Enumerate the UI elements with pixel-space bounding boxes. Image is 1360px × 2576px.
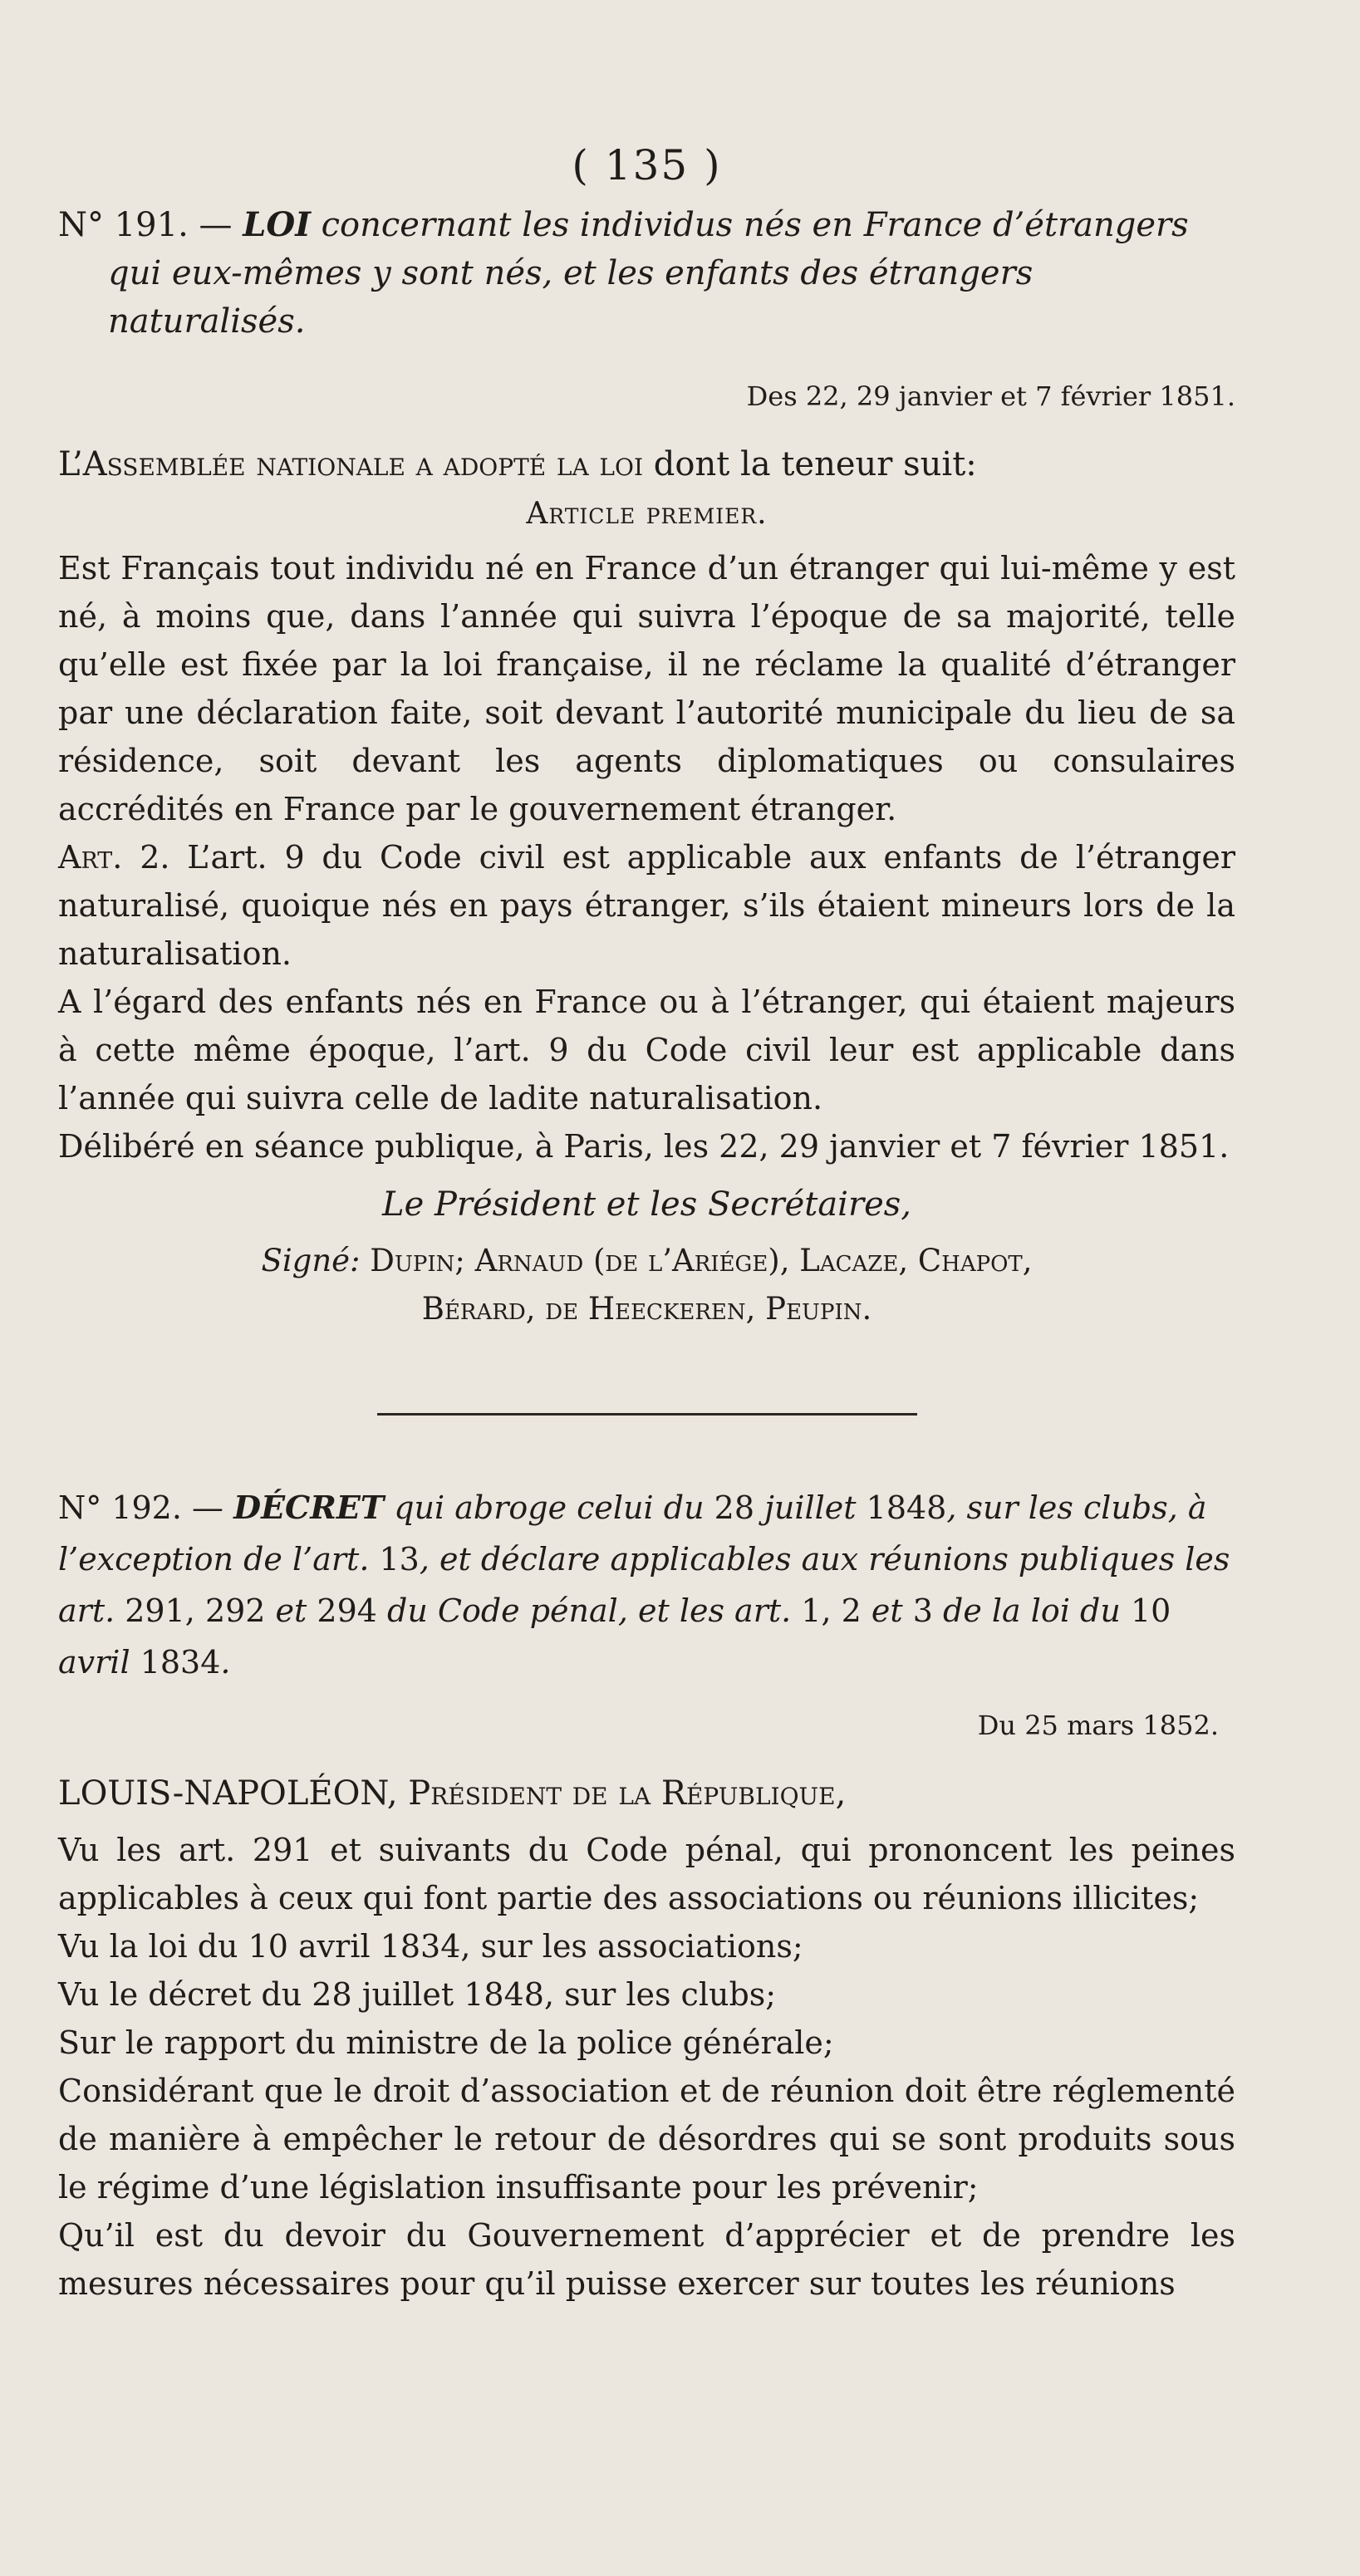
signed-label: Signé: [261,1243,361,1278]
decree-192-type: DÉCRET [233,1489,385,1526]
article-2-label: Art. 2. [58,839,170,876]
decree-title-number: 3 [912,1592,933,1629]
law-191-intro-caps: L’Assemblée nationale a adopté la loi [58,445,644,483]
article-2-text: L’art. 9 du Code civil est applicable aux enfants de l’étranger naturalisé, quoique nés en pays étranger, s’ils étaient mineurs lors de la naturalisation. [58,839,1235,972]
decree-title-number: 1, 2 [801,1592,862,1629]
decree-title-part: qui abroge celui du [384,1489,714,1526]
page-number: ( 135 ) [572,141,722,189]
decree-title-number: 28 [714,1489,755,1526]
law-191-title: concernant les individus nés en France d’étrangers qui eux-mêmes y sont nés, et les enfants des étrangers naturalisés. [108,206,1189,341]
decree-recital-6: Qu’il est du devoir du Gouvernement d’apprécier et de prendre les mesures nécessaires pour qu’il puisse exercer sur toutes les réunions [58,2217,1235,2302]
decree-title-number: 10 [1130,1592,1171,1629]
decree-title-number: 291, 292 [125,1592,266,1629]
decree-recital-4: Sur le rapport du ministre de la police générale; [58,2024,834,2061]
decree-recital-1: Vu les art. 291 et suivants du Code pénal, qui prononcent les peines applicables à ceux qui font partie des associations ou réunions illicites; [58,1832,1235,1916]
decree-recital-3: Vu le décret du 28 juillet 1848, sur les clubs; [58,1976,777,2013]
law-191-number: N° 191. [58,206,189,244]
law-191-dash: — [188,206,243,244]
decree-192-dash: — [181,1489,234,1526]
signatories [58,1237,1235,1333]
signed-line-2: Bérard, de Heeckeren, Peupin. [421,1291,872,1327]
law-191-date: Des 22, 29 janvier et 7 février 1851. [746,380,1235,412]
decree-title-part: du Code pénal, et les art. [376,1592,802,1629]
signed-line-1: Dupin; Arnaud (de l’Ariége), Lacaze, Chapot, [360,1243,1033,1278]
issuer-name: LOUIS-NAPOLÉON, [58,1774,398,1813]
article-2-continued: A l’égard des enfants nés en France ou à l’étranger, qui étaient majeurs à cette même époque, l’art. 9 du Code civil leur est applicable dans l’année qui suivra celle de ladite naturalisation. [58,984,1235,1116]
decree-192-date: Du 25 mars 1852. [977,1710,1219,1741]
law-191-intro-rest: dont la teneur suit: [643,445,977,483]
decree-title-part: , sur les clubs, à l’exception de l’art. [58,1489,1207,1577]
decree-title-part: avril [58,1644,140,1681]
decree-title-part: . [220,1644,231,1681]
deliberation-text: Délibéré en séance publique, à Paris, les 22, 29 janvier et 7 février 1851. [58,1128,1230,1165]
article-2 [58,833,1235,978]
issuer-title: Président de la République, [397,1774,847,1813]
decree-title-number: 13 [379,1541,420,1577]
decree-recital-5: Considérant que le droit d’association et de réunion doit être réglementé de manière à empêcher le retour de désordres qui se sont produits sous le régime d’une législation insuffisante pour les prévenir; [58,2073,1235,2206]
article-heading: Article premier. [526,497,768,531]
decree-192-heading [58,1482,1235,1688]
decree-title-part: juillet [754,1489,867,1526]
decree-title-part: de la loi du [932,1592,1131,1629]
decree-title-number: 294 [317,1592,377,1629]
law-191-type: LOI [243,205,311,244]
article-1-text: Est Français tout individu né en France d’un étranger qui lui-même y est né, à moins que, dans l’année qui suivra l’époque de sa majorité, telle qu’elle est fixée par la loi française, il ne réclame la qualité d’étranger par une déclaration faite, soit devant l’autorité municipale du lieu de sa résidence, soit devant les agents diplomatiques ou consulaires accrédités en France par le gouvernement étranger. [58,550,1235,827]
decree-title-number: 1834 [140,1644,221,1681]
signatories-title: Le Président et les Secrétaires, [382,1185,911,1224]
decree-title-number: 1848 [866,1489,947,1526]
decree-title-part: et [265,1592,317,1629]
decree-192-number: N° 192. [58,1489,182,1526]
decree-recital-2: Vu la loi du 10 avril 1834, sur les associations; [58,1928,803,1965]
decree-issuer [58,1774,1235,1813]
decree-title-part: et [861,1592,913,1629]
law-191-intro [58,440,1235,488]
section-divider [377,1413,917,1416]
decree-title-part: , et déclare applicables aux réunions publiques les art. [58,1541,1230,1629]
law-191-heading [58,201,1235,346]
